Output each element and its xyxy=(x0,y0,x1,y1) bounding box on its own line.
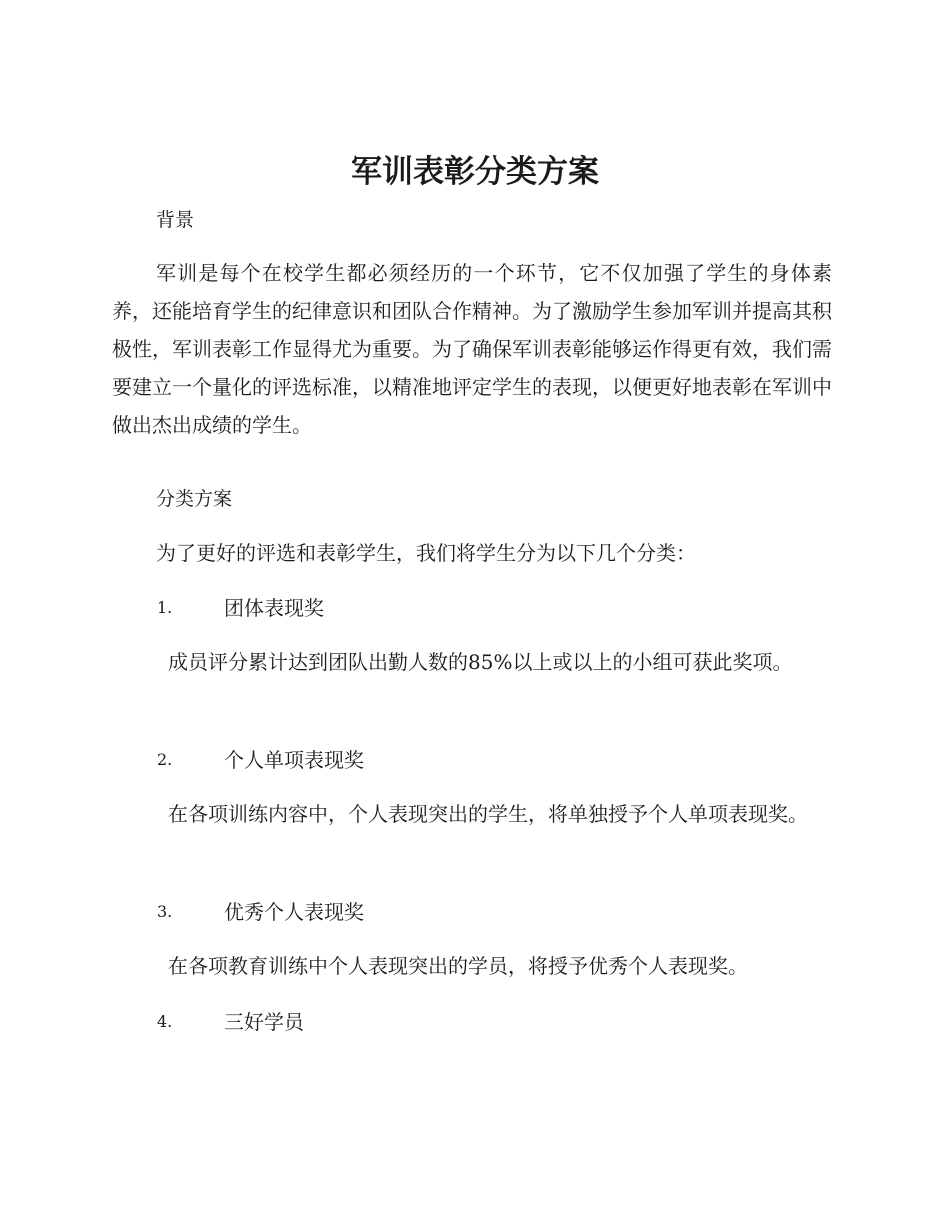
list-item-description: 成员评分累计达到团队出勤人数的85%以上或以上的小组可获此奖项。 xyxy=(168,650,793,674)
list-item-number: 3. xyxy=(157,902,173,921)
list-item-label: 团体表现奖 xyxy=(224,596,324,620)
list-item-label: 优秀个人表现奖 xyxy=(224,900,364,924)
section-heading-scheme: 分类方案 xyxy=(156,488,233,510)
section-heading-background: 背景 xyxy=(156,209,195,231)
list-item-number: 2. xyxy=(157,750,173,769)
scheme-intro: 为了更好的评选和表彰学生，我们将学生分为以下几个分类： xyxy=(156,541,696,565)
list-item-number: 4. xyxy=(157,1012,173,1031)
document-title: 军训表彰分类方案 xyxy=(351,154,599,190)
list-item-label: 三好学员 xyxy=(224,1010,304,1034)
background-paragraph: 军训是每个在校学生都必须经历的一个环节，它不仅加强了学生的身体素养，还能培育学生的纪律意识和团队合作精神。为了激励学生参加军训并提高其积极性，军训表彰工作显得尤为重要。为了确保军训表彰能够运作得更有效，我们需要建立一个量化的评选标准，以精准地评定学生的表现，以便更好地表彰在军训中做出杰出成绩的学生。 xyxy=(112,261,832,437)
list-item-description: 在各项训练内容中，个人表现突出的学生，将单独授予个人单项表现奖。 xyxy=(168,802,808,826)
list-item-label: 个人单项表现奖 xyxy=(224,748,364,772)
list-item-number: 1. xyxy=(157,598,173,617)
list-item-description: 在各项教育训练中个人表现突出的学员，将授予优秀个人表现奖。 xyxy=(168,954,748,978)
